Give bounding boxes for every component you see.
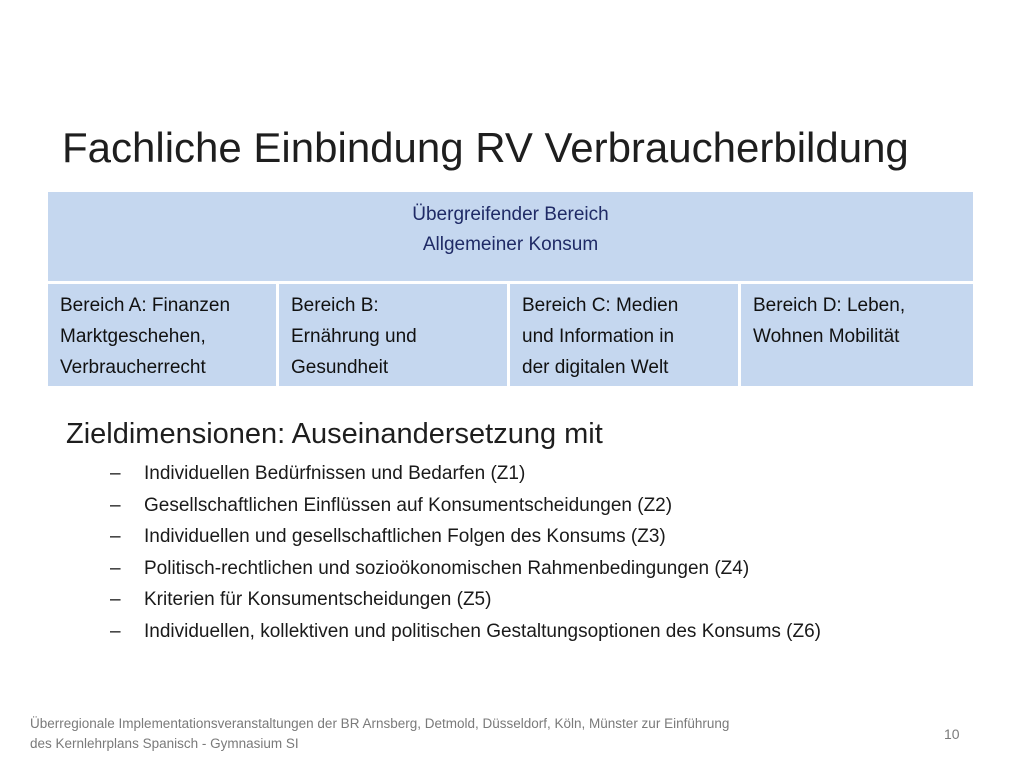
area-b-line: Gesundheit <box>291 357 389 378</box>
goal-dimensions-heading: Zieldimensionen: Auseinandersetzung mit <box>66 418 603 450</box>
slide-footer <box>30 714 729 754</box>
goal-dimensions-list <box>110 458 821 647</box>
goal-text: Gesellschaftlichen Einflüssen auf Konsumentscheidungen (Z2) <box>144 494 673 516</box>
area-b-line: Bereich B: <box>291 295 379 316</box>
goal-text: Kriterien für Konsumentscheidungen (Z5) <box>144 589 492 610</box>
area-a-line: Bereich A: Finanzen <box>60 295 231 316</box>
overarching-area-label: Übergreifender Bereich <box>412 204 609 225</box>
dash-bullet: – <box>110 494 121 516</box>
footer-line-2: des Kernlehrplans Spanisch - Gymnasium SI <box>30 736 299 751</box>
consumer-education-table <box>48 192 973 386</box>
area-c-line: der digitalen Welt <box>522 357 669 378</box>
area-c-line: Bereich C: Medien <box>522 295 679 316</box>
dash-bullet: – <box>110 557 121 579</box>
general-consumption-label: Allgemeiner Konsum <box>422 234 599 255</box>
goal-item-z1 <box>110 458 821 490</box>
area-a-line: Verbraucherrecht <box>60 357 206 378</box>
dash-bullet: – <box>110 526 121 547</box>
area-d-line: Wohnen Mobilität <box>753 326 900 347</box>
area-c-line: und Information in <box>522 326 675 347</box>
goal-text: Individuellen Bedürfnissen und Bedarfen (Z1) <box>144 463 526 484</box>
goal-item-z6 <box>110 616 821 648</box>
dash-bullet: – <box>110 463 121 484</box>
goal-item-z4 <box>110 553 821 585</box>
area-d-cell <box>741 284 973 386</box>
area-d-line: Bereich D: Leben, <box>753 295 906 316</box>
slide-title: Fachliche Einbindung RV Verbraucherbildung <box>62 124 909 171</box>
goal-text: Individuellen, kollektiven und politischen Gestaltungsoptionen des Konsums (Z6) <box>144 620 822 642</box>
dash-bullet: – <box>110 620 121 642</box>
overarching-area-cell <box>48 192 973 281</box>
area-a-cell <box>48 284 276 386</box>
goal-item-z2 <box>110 490 821 522</box>
goal-text: Individuellen und gesellschaftlichen Folgen des Konsums (Z3) <box>144 526 666 547</box>
dash-bullet: – <box>110 589 121 610</box>
goal-text: Politisch-rechtlichen und sozioökonomischen Rahmenbedingungen (Z4) <box>144 557 750 579</box>
area-b-line: Ernährung und <box>291 326 417 347</box>
page-number: 10 <box>944 726 960 742</box>
area-c-cell <box>510 284 738 386</box>
area-b-cell <box>279 284 507 386</box>
area-a-line: Marktgeschehen, <box>60 326 206 347</box>
goal-item-z3 <box>110 521 821 553</box>
goal-item-z5 <box>110 584 821 616</box>
footer-line-1: Überregionale Implementationsveranstaltungen der BR Arnsberg, Detmold, Düsseldorf, Köln, Münster zur Einführung <box>30 716 730 731</box>
